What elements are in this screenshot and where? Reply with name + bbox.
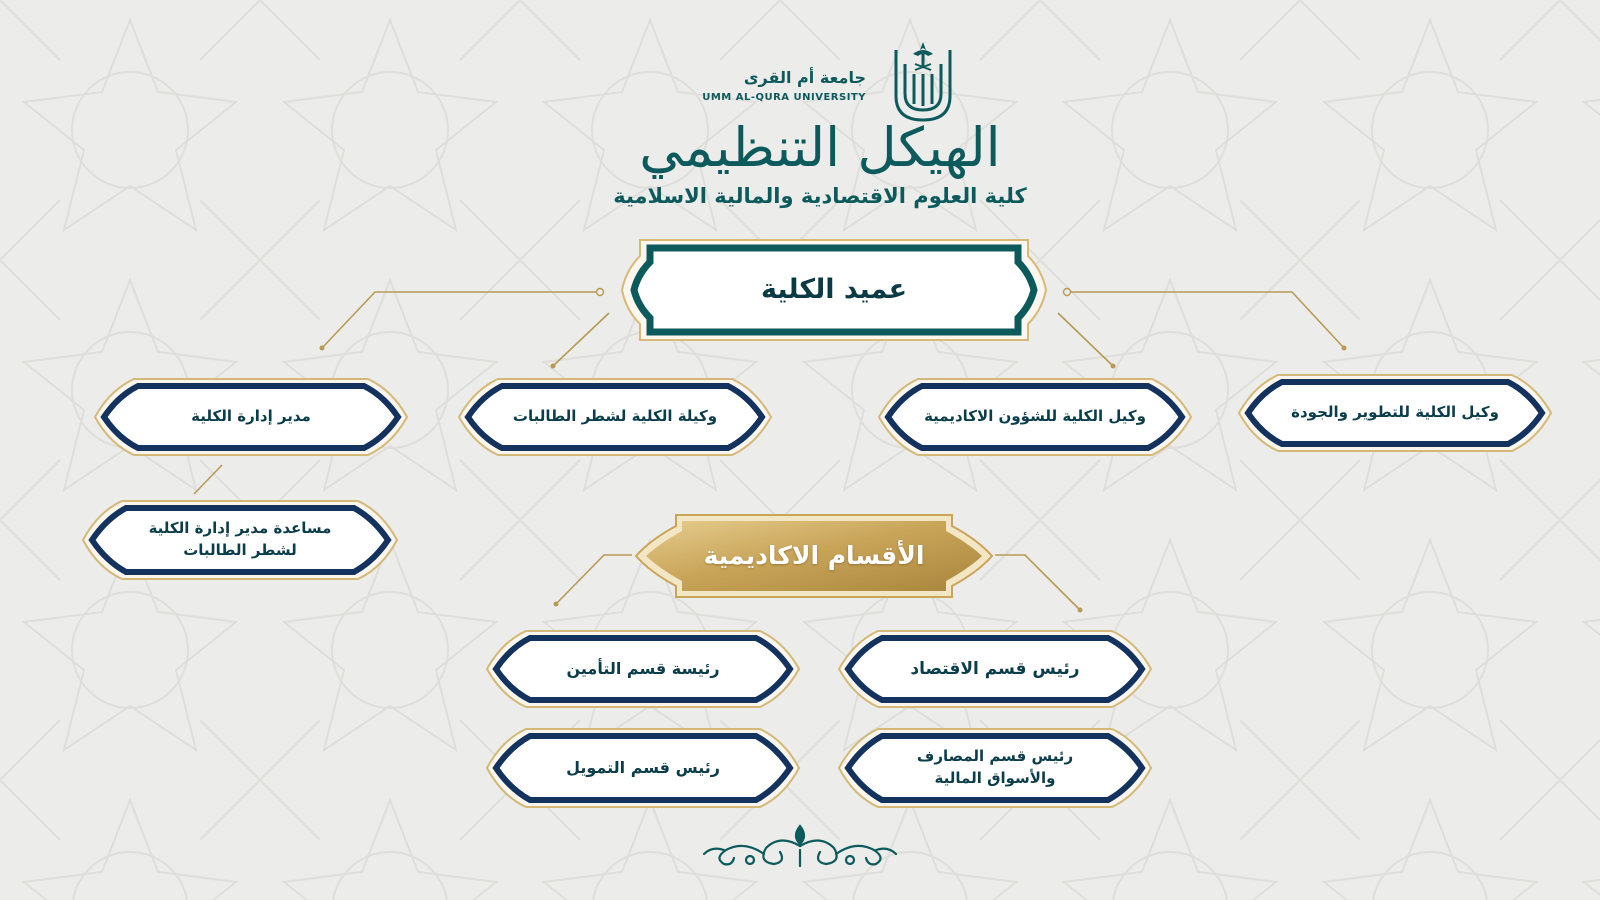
- insurance-head-label: رئيسة قسم التأمين: [566, 659, 720, 679]
- insurance-head-box: [484, 628, 802, 710]
- banking-head-box: [836, 726, 1154, 810]
- college-admin-director-box: [92, 376, 410, 458]
- assistant-director-label: مساعدة مدير إدارة الكلية لشطر الطالبات: [148, 519, 332, 559]
- dean-label: عميد الكلية: [760, 274, 908, 306]
- vice-dean-academic-label: وكيل الكلية للشؤون الاكاديمية: [924, 407, 1146, 426]
- assistant-director-box: [80, 498, 400, 582]
- page-title: الهيكل التنظيمي: [639, 116, 1001, 179]
- university-name-arabic: جامعة أم القرى: [743, 68, 866, 87]
- finance-head-box: [484, 726, 802, 810]
- economics-head-label: رئيس قسم الاقتصاد: [910, 658, 1080, 679]
- university-logo: [702, 34, 962, 124]
- university-emblem-icon: [890, 34, 956, 124]
- university-name-english: UMM AL-QURA UNIVERSITY: [702, 92, 866, 103]
- banking-head-label: رئيس قسم المصارف والأسواق المالية: [916, 747, 1074, 787]
- vice-dean-development-box: [1236, 372, 1554, 454]
- dean-box: [618, 236, 1050, 344]
- vice-dean-academic-box: [876, 376, 1194, 458]
- vice-dean-development-label: وكيل الكلية للتطوير والجودة: [1291, 403, 1499, 422]
- finance-head-label: رئيس قسم التمويل: [566, 758, 720, 778]
- vice-dean-female-label: وكيلة الكلية لشطر الطالبات: [512, 407, 718, 426]
- college-name: كلية العلوم الاقتصادية والمالية الاسلامية: [613, 184, 1027, 208]
- vice-dean-female-box: [456, 376, 774, 458]
- college-admin-director-label: مدير إدارة الكلية: [191, 407, 311, 426]
- academic-departments-box: [632, 512, 996, 600]
- economics-head-box: [836, 628, 1154, 710]
- flourish-ornament-icon: [700, 818, 900, 878]
- academic-departments-label: الأقسام الاكاديمية: [703, 540, 925, 570]
